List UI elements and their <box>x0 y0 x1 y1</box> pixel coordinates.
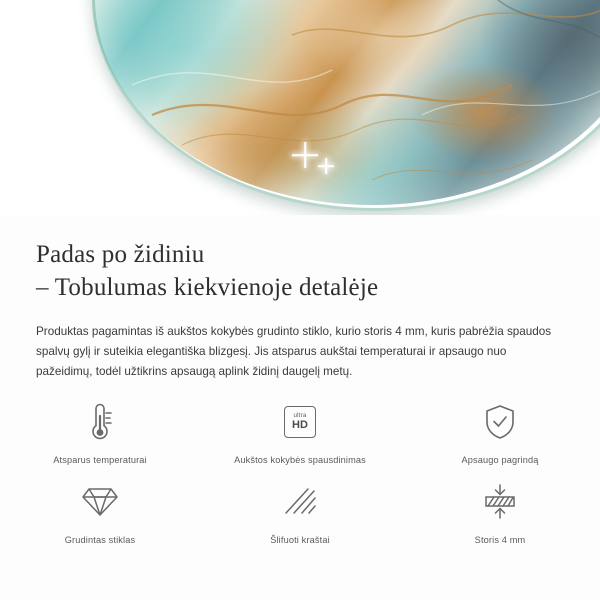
ultra-hd-icon <box>284 399 316 445</box>
feature-grid <box>0 385 600 545</box>
page-title <box>0 215 600 304</box>
hero-image <box>0 0 600 215</box>
feature-label: Aukštos kokybės spausdinimas <box>234 455 366 465</box>
thickness-icon <box>481 479 519 525</box>
glass-edge-highlight <box>92 0 600 211</box>
feature-item <box>200 385 400 465</box>
feature-item <box>0 385 200 465</box>
ultra-hd-badge-bottom: HD <box>292 419 308 432</box>
feature-item <box>400 465 600 545</box>
diamond-icon <box>81 479 119 525</box>
feature-item <box>200 465 400 545</box>
shield-check-icon <box>482 399 518 445</box>
feature-label: Grudintas stiklas <box>64 535 136 545</box>
feature-label: Atsparus temperaturai <box>53 455 147 465</box>
headline-line-1: Padas po židiniu <box>36 241 205 268</box>
feature-label: Šlifuoti kraštai <box>270 535 330 545</box>
feature-item <box>0 465 200 545</box>
headline-line-2: – Tobulumas kiekvienoje detalėje <box>36 273 379 301</box>
polished-edges-icon <box>282 479 318 525</box>
body-paragraph: Produktas pagamintas iš aukštos kokybės grudinto stiklo, kurio storis 4 mm, kuris pabrėžia spaudos spalvų gylį ir suteikia elegantiška blizgesį. Jis atsparus aukštai temperaturai ir apsaugo nuo pažeidimų, todėl užtikrins apsaugą aplink židinį daugelį metų. <box>36 325 552 379</box>
ultra-hd-badge-top: ultra <box>293 411 307 419</box>
content-block <box>0 215 600 382</box>
feature-label: Storis 4 mm <box>474 535 526 545</box>
feature-label: Apsaugo pagrindą <box>461 455 539 465</box>
thermometer-icon <box>83 399 117 445</box>
feature-item <box>400 385 600 465</box>
